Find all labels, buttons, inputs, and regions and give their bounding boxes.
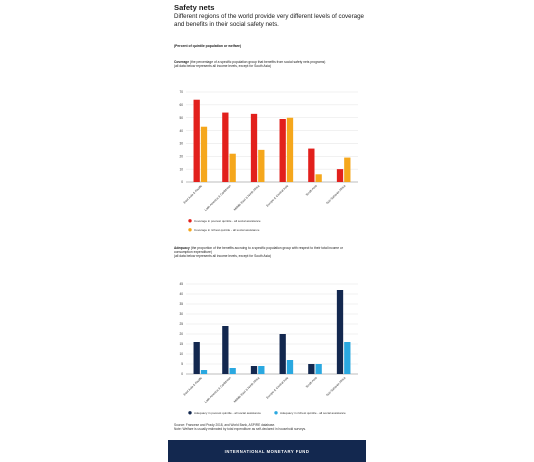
coverage-category-label: Middle East & North Africa [232, 183, 261, 212]
source-block [174, 423, 362, 432]
adequacy-bar-poorest [222, 326, 228, 374]
adequacy-chart [168, 276, 366, 426]
coverage-bar-poorest [194, 100, 200, 182]
adequacy-category-label: East Asia & Pacific [182, 375, 204, 397]
adequacy-bar-poorest [251, 366, 257, 374]
adequacy-note: (all data below represents all income levels, except for South Asia) [174, 254, 271, 259]
adequacy-ytick-label: 30 [179, 312, 183, 317]
coverage-bar-poorest [308, 149, 314, 182]
coverage-ytick-label: 10 [179, 167, 183, 172]
coverage-bar-richest [316, 174, 322, 182]
adequacy-bar-richest [258, 366, 264, 374]
adequacy-bar-richest [230, 368, 236, 374]
adequacy-description: (the proportion of the benefits accruing to a specific population group with respect to their total income or consumption expenditure) [174, 246, 343, 255]
coverage-bar-poorest [251, 114, 257, 182]
adequacy-bar-poorest [280, 334, 286, 374]
adequacy-category-label: Europe & Central Asia [265, 375, 290, 400]
adequacy-ytick-label: 45 [179, 282, 183, 287]
adequacy-ytick-label: 10 [179, 352, 183, 357]
coverage-ytick-label: 50 [179, 115, 183, 120]
coverage-note: (all data below represents all income levels, except for South Asia) [174, 64, 271, 69]
adequacy-bar-richest [201, 370, 207, 374]
adequacy-ytick-label: 0 [181, 372, 183, 377]
coverage-legend-marker [188, 219, 191, 222]
coverage-heading: Coverage [174, 60, 190, 64]
coverage-ytick-label: 0 [181, 180, 183, 185]
adequacy-ytick-label: 25 [179, 322, 183, 327]
coverage-legend-marker [188, 228, 191, 231]
coverage-ytick-label: 40 [179, 128, 183, 133]
coverage-bar-poorest [337, 169, 343, 182]
adequacy-heading: Adequacy [174, 246, 190, 250]
adequacy-bar-richest [316, 364, 322, 374]
coverage-ytick-label: 30 [179, 141, 183, 146]
coverage-category-label: East Asia & Pacific [182, 183, 204, 205]
adequacy-ytick-label: 35 [179, 302, 183, 307]
adequacy-bar-richest [287, 360, 293, 374]
adequacy-bar-poorest [308, 364, 314, 374]
adequacy-legend-marker [188, 411, 191, 414]
adequacy-description-block [174, 246, 362, 259]
coverage-description-block [174, 60, 362, 68]
unit-note: (Percent of quintile population or welfare) [174, 44, 242, 48]
coverage-description: (the percentage of a specific population group that benefits from social safety nets programs) [189, 60, 326, 64]
adequacy-category-label: Middle East & North Africa [232, 375, 261, 404]
page-title: Safety nets [174, 3, 215, 12]
adequacy-bar-richest [344, 342, 350, 374]
coverage-bar-richest [287, 118, 293, 182]
coverage-legend-label: Coverage in richest quintile - all social assistance [194, 228, 260, 232]
source-note: Note: Welfare is usually estimated by total expenditure as self-declared in household surveys. [174, 427, 306, 432]
adequacy-legend-label: Adequacy in richest quintile - all social assistance [280, 411, 346, 415]
page-subtitle: Different regions of the world provide very different levels of coverage and benefits in their social safety nets. [174, 13, 364, 28]
coverage-bar-poorest [222, 113, 228, 182]
adequacy-ytick-label: 20 [179, 332, 183, 337]
adequacy-category-label: Sub-Saharan Africa [325, 375, 347, 398]
adequacy-legend-marker [274, 411, 277, 414]
coverage-category-label: Latin America & Caribbean [203, 183, 232, 212]
coverage-legend-label: Coverage in poorest quintile - all social assistance [194, 219, 261, 223]
adequacy-legend-label: Adequacy in poorest quintile - all social assistance [194, 411, 261, 415]
coverage-ytick-label: 20 [179, 154, 183, 159]
footer-bar: INTERNATIONAL MONETARY FUND [168, 440, 366, 462]
adequacy-ytick-label: 5 [181, 362, 183, 367]
coverage-bar-richest [230, 154, 236, 182]
coverage-category-label: Europe & Central Asia [265, 183, 290, 208]
coverage-bar-richest [201, 127, 207, 182]
coverage-ytick-label: 60 [179, 103, 183, 108]
adequacy-category-label: Latin America & Caribbean [203, 375, 232, 404]
adequacy-bar-poorest [194, 342, 200, 374]
coverage-bar-richest [258, 150, 264, 182]
coverage-category-label: Sub-Saharan Africa [325, 183, 347, 206]
source-text: Source: Francese and Prady 2018, and World Bank, ASPIRE database. [174, 423, 276, 427]
adequacy-ytick-label: 40 [179, 292, 183, 297]
coverage-bar-poorest [280, 119, 286, 182]
coverage-chart [168, 84, 366, 234]
adequacy-category-label: South Asia [304, 375, 318, 389]
coverage-bar-richest [344, 158, 350, 182]
adequacy-bar-poorest [337, 290, 343, 374]
coverage-category-label: South Asia [304, 183, 318, 197]
coverage-ytick-label: 70 [179, 90, 183, 95]
adequacy-ytick-label: 15 [179, 342, 183, 347]
